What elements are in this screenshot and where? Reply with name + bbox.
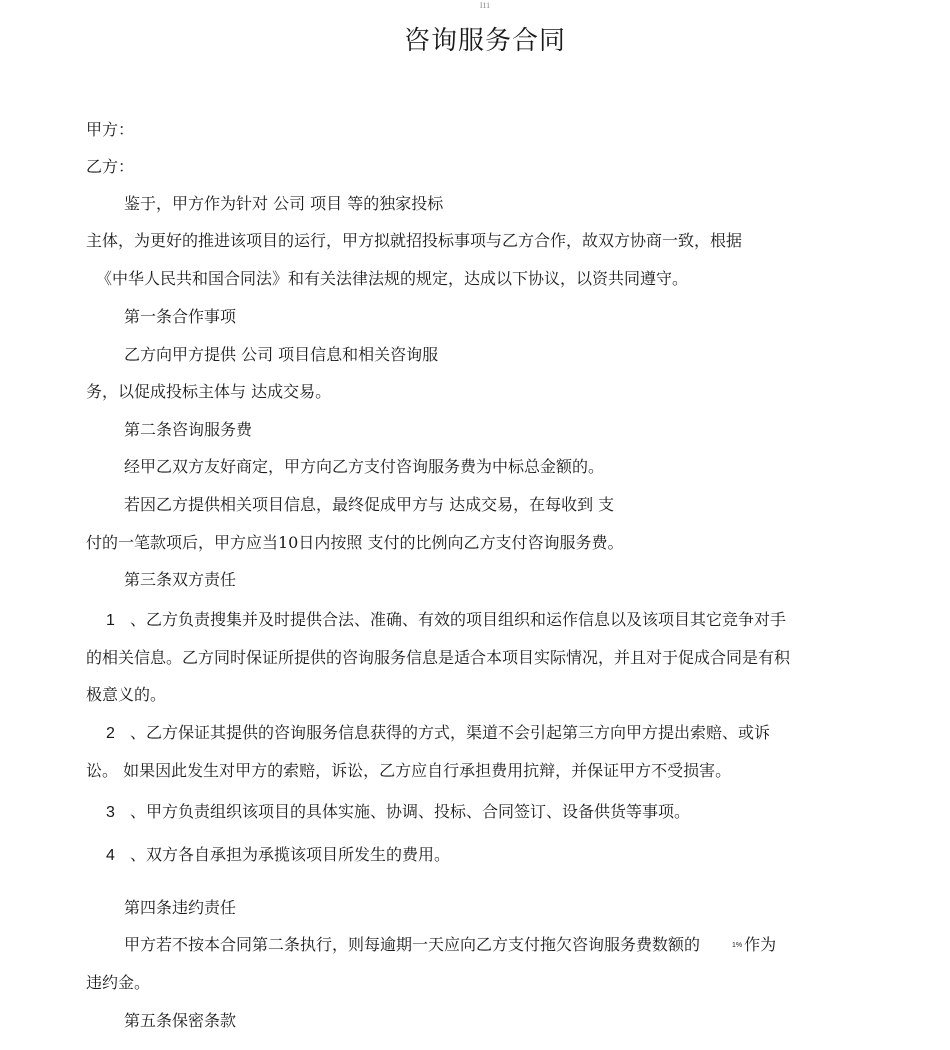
item-text: 、双方各自承担为承揽该项目所发生的费用。: [130, 845, 451, 864]
party-a-label: 甲方：: [86, 120, 135, 139]
article-4-line-1: [124, 935, 776, 956]
item-text: 、乙方保证其提供的咨询服务信息获得的方式，渠道不会引起第三方向甲方提出索赔、或诉: [130, 723, 771, 742]
item-text: 、甲方负责组织该项目的具体实施、协调、投标、合同签订、设备供货等事项。: [130, 802, 691, 821]
item-number: 3: [106, 804, 115, 821]
article-1-heading: 第一条合作事项: [124, 307, 237, 326]
responsibility-item-1: [86, 610, 786, 631]
article-2-heading: 第二条咨询服务费: [124, 420, 253, 439]
item-number: 2: [106, 725, 115, 742]
responsibility-item-1-line-3: 极意义的。: [86, 685, 167, 704]
preamble-line-2: 主体，为更好的推进该项目的运行，甲方拟就招投标事项与乙方合作，故双方协商一致，根据: [86, 231, 743, 250]
article-5-heading: 第五条保密条款: [124, 1011, 237, 1030]
article-1-line-1: 乙方向甲方提供 公司 项目信息和相关咨询服: [124, 345, 439, 364]
article-2-line-1: 经甲乙双方友好商定，甲方向乙方支付咨询服务费为中标总金额的。: [124, 457, 605, 476]
preamble-line-1: 鉴于，甲方作为针对 公司 项目 等的独家投标: [124, 194, 444, 213]
article-1-line-2: 务，以促成投标主体与 达成交易。: [86, 382, 332, 401]
responsibility-item-3: [86, 802, 690, 823]
article-4-heading: 第四条违约责任: [124, 898, 237, 917]
document-title: 咨询服务合同: [403, 26, 566, 56]
responsibility-item-1-line-2: 的相关信息。乙方同时保证所提供的咨询服务信息是适合本项目实际情况，并且对于促成合同是有积: [86, 648, 791, 667]
party-b-label: 乙方：: [86, 157, 135, 176]
item-number: 4: [106, 847, 115, 864]
article-2-line-3: 付的一笔款项后，甲方应当10日内按照 支付的比例向乙方支付咨询服务费。: [86, 533, 624, 552]
preamble-line-3: 《中华人民共和国合同法》和有关法律法规的规定，达成以下协议，以资共同遵守。: [96, 269, 689, 288]
article-3-heading: 第三条双方责任: [124, 570, 237, 589]
article-2-line-2: 若因乙方提供相关项目信息，最终促成甲方与 达成交易，在每收到 支: [124, 495, 615, 514]
responsibility-item-4: [86, 845, 450, 866]
item-text: 、乙方负责搜集并及时提供合法、准确、有效的项目组织和运作信息以及该项目其它竞争对手: [130, 610, 787, 629]
article-4-text-tail: 作为: [744, 935, 777, 954]
article-4-line-2: 违约金。: [86, 973, 151, 992]
responsibility-item-2: [86, 723, 770, 744]
page-marker: I11: [479, 1, 491, 10]
responsibility-item-2-line-2: 讼。 如果因此发生对甲方的索赔，诉讼，乙方应自行承担费用抗辩，并保证甲方不受损害。: [86, 761, 732, 780]
article-4-text: 甲方若不按本合同第二条执行，则每逾期一天应向乙方支付拖欠咨询服务费数额的: [124, 935, 701, 954]
penalty-rate: 1%: [732, 941, 743, 949]
item-number: 1: [106, 612, 115, 629]
